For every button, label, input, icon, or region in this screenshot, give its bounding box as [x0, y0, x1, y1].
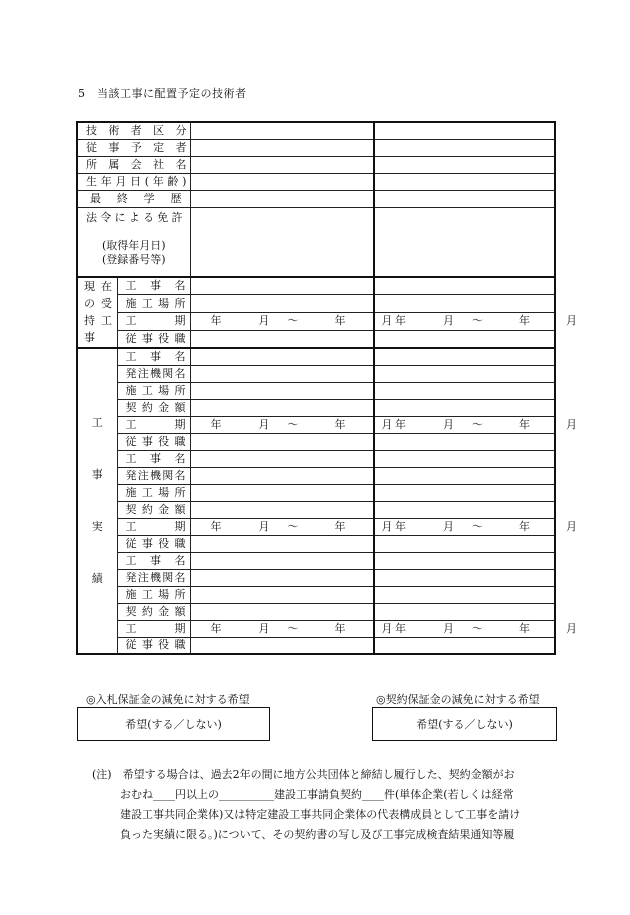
- field-amount: 契 約 金 額: [117, 399, 190, 416]
- period-right[interactable]: [375, 621, 577, 636]
- current-work-group-label: 現 在 の 受 持 工 事: [77, 277, 117, 348]
- note-line: 負った実績に限る。)について、その契約書の写し及び工事完成検査結果通知等履: [120, 828, 515, 841]
- period-unit: 年: [519, 621, 530, 635]
- period-unit: 月: [381, 314, 393, 328]
- period-cell[interactable]: [190, 313, 393, 331]
- period-unit: 年: [395, 417, 406, 431]
- value-cell[interactable]: [190, 603, 374, 620]
- period-unit: 年: [395, 621, 406, 635]
- value-cell[interactable]: [190, 348, 374, 365]
- period-unit: ～: [472, 314, 483, 328]
- period-cell[interactable]: [190, 416, 393, 433]
- period-cell[interactable]: [374, 620, 577, 637]
- period-unit: 月: [258, 417, 270, 431]
- value-cell[interactable]: [190, 569, 374, 586]
- period-unit: 年: [334, 314, 346, 328]
- value-cell[interactable]: [374, 173, 555, 190]
- value-cell[interactable]: [190, 535, 374, 552]
- value-cell[interactable]: [190, 467, 374, 484]
- period-unit: 年: [334, 417, 346, 431]
- value-cell[interactable]: [374, 348, 555, 365]
- technician-table: [76, 121, 577, 655]
- license-sub2: (登録番号等): [102, 252, 166, 266]
- field-period: 工 期: [117, 518, 190, 535]
- period-cell[interactable]: [190, 518, 393, 535]
- row-label-edu: 最 終 学 歴: [77, 190, 190, 207]
- period-unit: ～: [472, 519, 483, 533]
- period-right[interactable]: [375, 519, 577, 534]
- row-label-yotei: 従 事 予 定 者: [77, 139, 190, 156]
- value-cell[interactable]: [374, 365, 555, 382]
- period-unit: ～: [287, 314, 299, 328]
- period-right[interactable]: [375, 314, 577, 328]
- period-unit: 月: [566, 314, 577, 328]
- field-place: 施 工 場 所: [117, 484, 190, 501]
- period-cell[interactable]: [374, 518, 577, 535]
- value-cell[interactable]: [190, 156, 374, 173]
- value-cell[interactable]: [190, 433, 374, 450]
- field-role: 従 事 役 職: [117, 637, 190, 654]
- value-cell[interactable]: [374, 569, 555, 586]
- period-unit: 月: [443, 314, 454, 328]
- value-cell[interactable]: [374, 139, 555, 156]
- field-amount: 契 約 金 額: [117, 603, 190, 620]
- value-cell[interactable]: [190, 586, 374, 603]
- field-period: 工 期: [117, 416, 190, 433]
- value-cell[interactable]: [190, 382, 374, 399]
- period-unit: 年: [210, 314, 222, 328]
- value-cell[interactable]: [190, 450, 374, 467]
- value-cell[interactable]: [190, 190, 374, 207]
- past-work-group-label: 工 事 実 績: [77, 348, 117, 654]
- value-cell[interactable]: [190, 139, 374, 156]
- value-cell[interactable]: [190, 295, 374, 313]
- period-unit: 月: [566, 417, 577, 431]
- value-cell[interactable]: [190, 330, 374, 348]
- period-unit: 月: [566, 519, 577, 533]
- value-cell[interactable]: [190, 173, 374, 190]
- period-unit: 月: [566, 621, 577, 635]
- note-line: おむね____円以上の__________建設工事請負契約____件(単体企業(若しくは経常: [120, 788, 514, 801]
- contract-bond-hope-text: 希望(する／しない): [416, 718, 513, 731]
- row-label-company: 所 属 会 社 名: [77, 156, 190, 173]
- value-cell[interactable]: [374, 122, 555, 139]
- bid-bond-hope-box[interactable]: [77, 707, 270, 741]
- value-cell[interactable]: [190, 122, 374, 139]
- value-cell[interactable]: [374, 190, 555, 207]
- period-unit: 月: [443, 417, 454, 431]
- field-role: 従 事 役 職: [117, 330, 190, 348]
- period-unit: 年: [395, 314, 406, 328]
- contract-bond-hope-box[interactable]: [372, 707, 557, 741]
- value-cell[interactable]: [374, 450, 555, 467]
- value-cell[interactable]: [374, 399, 555, 416]
- period-unit: ～: [287, 519, 299, 533]
- bid-bond-label: ◎入札保証金の減免に対する希望: [86, 693, 250, 706]
- value-cell[interactable]: [374, 535, 555, 552]
- row-label-kubun: 技 術 者 区 分: [77, 122, 190, 139]
- period-unit: 月: [443, 519, 454, 533]
- field-amount: 契 約 金 額: [117, 501, 190, 518]
- field-period: 工 期: [117, 620, 190, 637]
- value-cell[interactable]: [374, 382, 555, 399]
- value-cell[interactable]: [190, 365, 374, 382]
- period-left[interactable]: [191, 519, 393, 534]
- field-name: 工 事 名: [117, 277, 190, 295]
- period-cell[interactable]: [374, 416, 577, 433]
- contract-bond-label: ◎契約保証金の減免に対する希望: [376, 693, 540, 706]
- value-cell[interactable]: [374, 484, 555, 501]
- period-left[interactable]: [191, 314, 393, 328]
- field-name: 工 事 名: [117, 552, 190, 569]
- field-orderer: 発 注 機 関 名: [117, 569, 190, 586]
- value-cell[interactable]: [190, 207, 374, 277]
- value-cell[interactable]: [190, 484, 374, 501]
- value-cell[interactable]: [190, 399, 374, 416]
- period-unit: 年: [210, 519, 222, 533]
- value-cell[interactable]: [374, 330, 555, 348]
- value-cell[interactable]: [374, 277, 555, 295]
- field-period: 工 期: [117, 313, 190, 331]
- period-left[interactable]: [191, 621, 393, 636]
- note-paragraph: [92, 765, 552, 845]
- value-cell[interactable]: [374, 207, 555, 277]
- value-cell[interactable]: [190, 637, 374, 654]
- field-orderer: 発 注 機 関 名: [117, 467, 190, 484]
- value-cell[interactable]: [374, 603, 555, 620]
- period-left[interactable]: [191, 417, 393, 432]
- period-unit: 月: [381, 417, 393, 431]
- value-cell[interactable]: [374, 552, 555, 569]
- value-cell[interactable]: [374, 467, 555, 484]
- value-cell[interactable]: [374, 501, 555, 518]
- field-name: 工 事 名: [117, 450, 190, 467]
- period-unit: ～: [472, 621, 483, 635]
- period-unit: 年: [334, 519, 346, 533]
- period-unit: ～: [287, 417, 299, 431]
- field-orderer: 発 注 機 関 名: [117, 365, 190, 382]
- value-cell[interactable]: [190, 277, 374, 295]
- period-unit: 年: [210, 621, 222, 635]
- period-unit: 年: [210, 417, 222, 431]
- period-unit: 月: [258, 621, 270, 635]
- period-unit: 月: [381, 519, 393, 533]
- note-line: 建設工事共同企業体)又は特定建設工事共同企業体の代表構成員として工事を請け: [120, 808, 521, 821]
- period-cell[interactable]: [374, 313, 577, 331]
- value-cell[interactable]: [374, 586, 555, 603]
- period-unit: 年: [519, 519, 530, 533]
- period-unit: 年: [334, 621, 346, 635]
- field-role: 従 事 役 職: [117, 535, 190, 552]
- field-name: 工 事 名: [117, 348, 190, 365]
- period-unit: ～: [472, 417, 483, 431]
- period-unit: 月: [381, 621, 393, 635]
- field-place: 施 工 場 所: [117, 586, 190, 603]
- field-role: 従 事 役 職: [117, 433, 190, 450]
- value-cell[interactable]: [374, 637, 555, 654]
- field-place: 施 工 場 所: [117, 295, 190, 313]
- period-unit: 月: [258, 519, 270, 533]
- period-unit: 年: [395, 519, 406, 533]
- bid-bond-hope-text: 希望(する／しない): [125, 718, 222, 731]
- section-heading: 5 当該工事に配置予定の技術者: [78, 87, 247, 100]
- row-label-birth: 生 年 月 日 ( 年 齢 ): [77, 173, 190, 190]
- period-unit: ～: [287, 621, 299, 635]
- value-cell[interactable]: [190, 501, 374, 518]
- period-unit: 月: [258, 314, 270, 328]
- row-label-license: 法 令 に よ る 免 許 (取得年月日) (登録番号等): [77, 207, 190, 277]
- period-cell[interactable]: [190, 620, 393, 637]
- license-sub1: (取得年月日): [102, 238, 166, 252]
- value-cell[interactable]: [190, 552, 374, 569]
- value-cell[interactable]: [374, 295, 555, 313]
- note-line: (注) 希望する場合は、過去2年の間に地方公共団体と締結し履行した、契約金額がお: [92, 768, 515, 781]
- value-cell[interactable]: [374, 156, 555, 173]
- period-right[interactable]: [375, 417, 577, 432]
- period-unit: 月: [443, 621, 454, 635]
- field-place: 施 工 場 所: [117, 382, 190, 399]
- value-cell[interactable]: [374, 433, 555, 450]
- period-unit: 年: [519, 417, 530, 431]
- period-unit: 年: [519, 314, 530, 328]
